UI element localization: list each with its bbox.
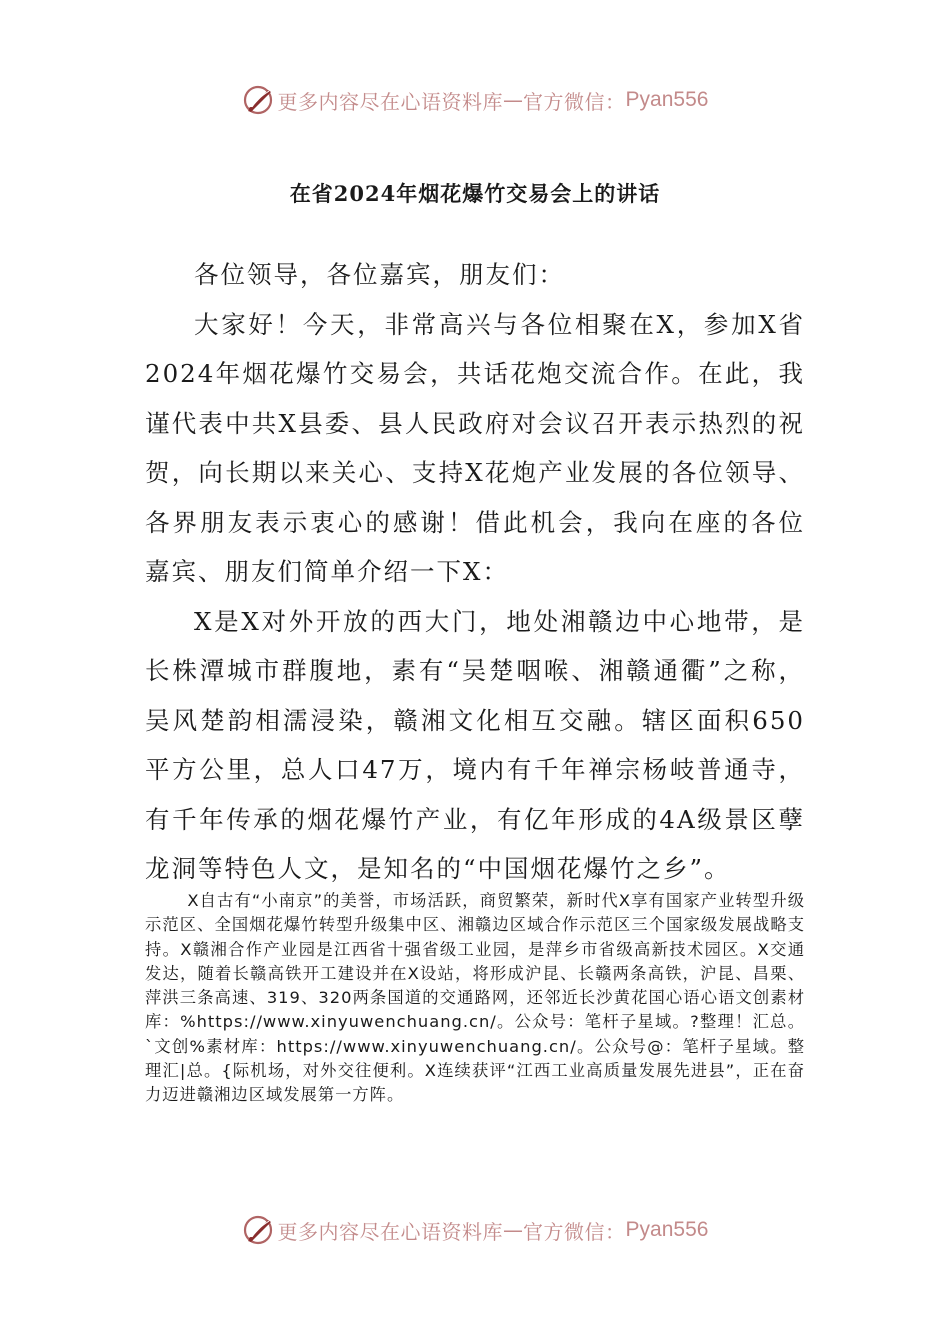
- banner-text: 更多内容尽在心语资料库: [277, 1219, 504, 1244]
- body-paragraph: 大家好！今天，非常高兴与各位相聚在X，参加X省2024年烟花爆竹交易会，共话花炮交流合作。在此，我谨代表中共X县委、县人民政府对会议召开表示热烈的祝贺，向长期以来关心、支持X花炮产业发展的各位领导、各界朋友表示衷心的感谢！借此机会，我向在座的各位嘉宾、朋友们简单介绍一下X：: [145, 309, 805, 586]
- banner-account-id: Pyan556: [625, 88, 709, 111]
- banner-account-label: 官方微信：: [523, 1219, 626, 1244]
- small-text-paragraph: X自古有“小南京”的美誉，市场活跃，商贸繁荣，新时代X享有国家产业转型升级示范区、全国烟花爆竹转型升级集中区、湘赣边区域合作示范区三个国家级发展战略支持。X赣湘合作产业园是江西省十强省级工业园，是萍乡市省级高新技术园区。X交通发达，随着长赣高铁开工建设并在X设站，将形成沪昆、长赣两条高铁，沪昆、昌栗、萍洪三条高速、319、320两条国道的交通路网，还邻近长沙黄花国心语心语文创素材库：%https://www.xinyuwenchuang.cn/。公众号：笔杆子星域。?整理！汇总。`文创%素材库：https://www.xinyuwenchuang.cn/。公众号@：笔杆子星域。整理汇|总。{际机场，对外交往便利。X连续获评“江西工业高质量发展先进县”，正在奋力迈进赣湘边区域发展第一方阵。: [145, 891, 805, 1105]
- banner-account-id: Pyan556: [625, 1218, 709, 1241]
- banner-dash: —: [503, 88, 524, 112]
- document-body: [145, 250, 805, 894]
- greeting-paragraph: 各位领导，各位嘉宾，朋友们：: [194, 260, 565, 289]
- header-watermark-banner: [0, 80, 950, 120]
- banner-dash: —: [503, 1218, 524, 1242]
- quill-logo-icon: [242, 1213, 276, 1247]
- quill-logo-icon: [242, 83, 276, 117]
- document-title: 在省2024年烟花爆竹交易会上的讲话: [289, 181, 661, 206]
- footer-watermark-banner: [0, 1210, 950, 1250]
- banner-text: 更多内容尽在心语资料库: [277, 89, 504, 114]
- body-paragraph: X是X对外开放的西大门，地处湘赣边中心地带，是长株潭城市群腹地，素有“吴楚咽喉、湘赣通衢”之称，吴风楚韵相濡浸染，赣湘文化相互交融。辖区面积650平方公里，总人口47万，境内有千年禅宗杨岐普通寺，有千年传承的烟花爆竹产业，有亿年形成的4A级景区孽龙洞等特色人文，是知名的“中国烟花爆竹之乡”。: [145, 606, 805, 883]
- banner-account-label: 官方微信：: [523, 89, 626, 114]
